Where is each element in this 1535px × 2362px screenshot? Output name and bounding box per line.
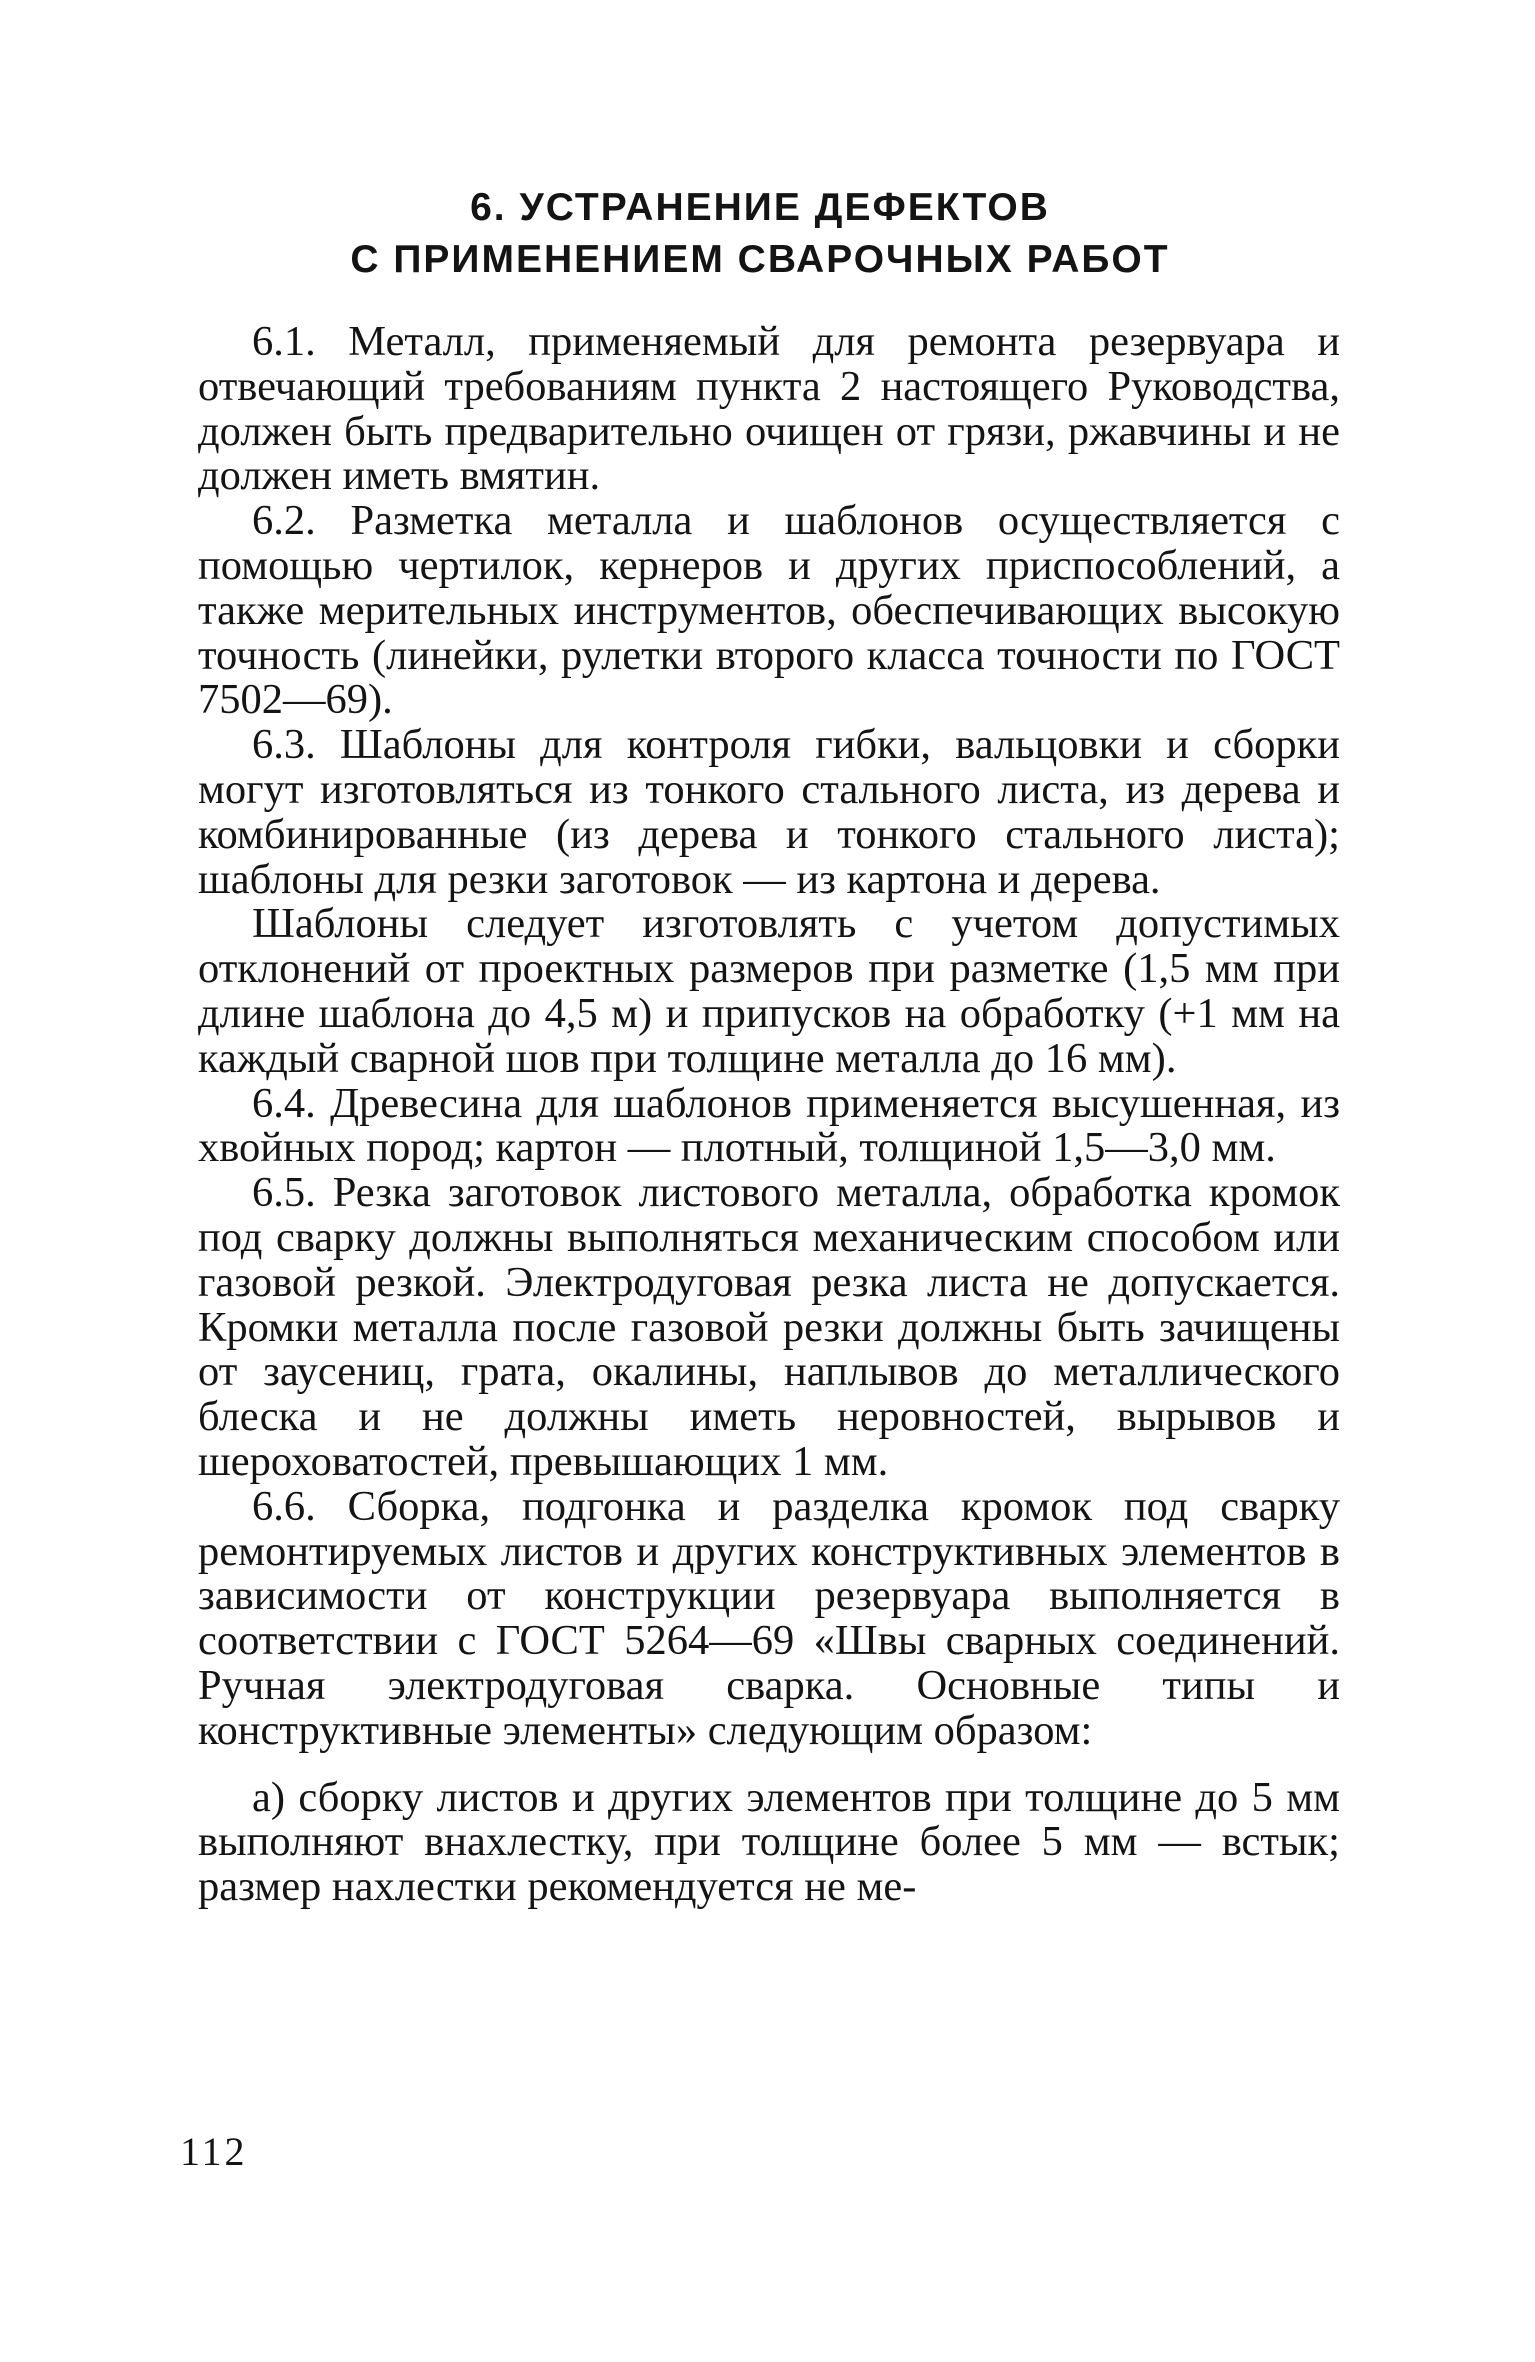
- paragraph-item-a: а) сборку листов и других элементов при толщине до 5 мм выполняют внахлестку, при толщине более 5 мм — встык; размер нахлестки рекомендуется не ме-: [198, 1773, 1340, 1911]
- page-number: 112: [180, 2129, 248, 2174]
- paragraph-6-1: 6.1. Металл, применяемый для ремонта резервуара и отвечающий требованиям пункта 2 настоящего Руководства, должен быть предварительно очищен от грязи, ржавчины и не должен иметь вмятин.: [198, 318, 1340, 500]
- paragraph-6-6: 6.6. Сборка, подгонка и разделка кромок под сварку ремонтируемых листов и других конструктивных элементов в зависимости от конструкции резервуара выполняется в соответствии с ГОСТ 5264—69 «Швы сварных соединений. Ручная электродуговая сварка. Основные типы и конструктивные элементы» следующим образом:: [198, 1482, 1340, 1754]
- body-text: [198, 320, 1340, 1910]
- paragraph-6-4: 6.4. Древесина для шаблонов применяется высушенная, из хвойных пород; картон — плотный, толщиной 1,5—3,0 мм.: [198, 1079, 1340, 1172]
- paragraph-6-3: 6.3. Шаблоны для контроля гибки, вальцовки и сборки могут изготовляться из тонкого стального листа, из дерева и комбинированные (из дерева и тонкого стального листа); шаблоны для резки заготовок — из картона и дерева.: [198, 721, 1340, 903]
- section-title-line1: 6. УСТРАНЕНИЕ ДЕФЕКТОВ: [470, 186, 1050, 229]
- paragraph-templates: Шаблоны следует изготовлять с учетом допустимых отклонений от проектных размеров при разметке (1,5 мм при длине шаблона до 4,5 м) и припусков на обработку (+1 мм на каждый сварной шов при толщине металла до 16 мм).: [198, 900, 1340, 1082]
- section-title-line2: С ПРИМЕНЕНИЕМ СВАРОЧНЫХ РАБОТ: [350, 238, 1170, 281]
- paragraph-6-2: 6.2. Разметка металла и шаблонов осуществляется с помощью чертилок, кернеров и других приспособлений, а также мерительных инструментов, обеспечивающих высокую точность (линейки, рулетки второго класса точности по ГОСТ 7502—69).: [198, 497, 1340, 724]
- paragraph-6-5: 6.5. Резка заготовок листового металла, обработка кромок под сварку должны выполняться механическим способом или газовой резкой. Электродуговая резка листа не допускается. Кромки металла после газовой резки должны быть зачищены от заусениц, грата, окалины, наплывов до металлического блеска и не должны иметь неровностей, вырывов и шероховатостей, превышающих 1 мм.: [198, 1169, 1340, 1485]
